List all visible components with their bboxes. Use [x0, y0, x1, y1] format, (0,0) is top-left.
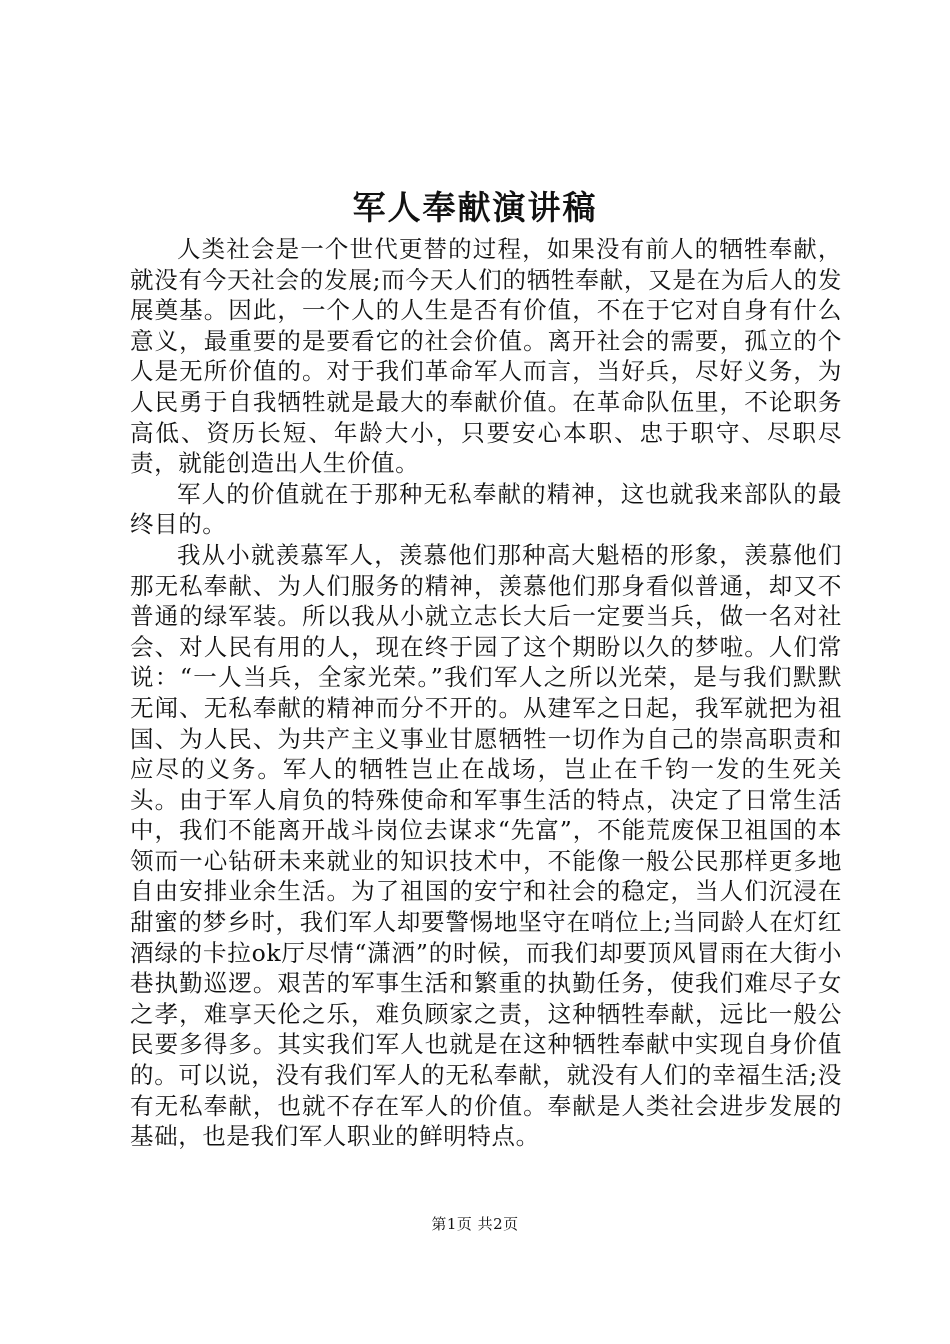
page-footer: 第1页 共2页	[431, 1215, 519, 1233]
paragraph-1: 人类社会是一个世代更替的过程，如果没有前人的牺牲奉献，就没有今天社会的发展;而今天人们的牺牲奉献，又是在为后人的发展奠基。因此，一个人的人生是否有价值，不在于它对自身有什么意义，最重要的是要看它的社会价值。离开社会的需要，孤立的个人是无所价值的。对于我们革命军人而言，当好兵，尽好义务，为人民勇于自我牺牲就是最大的奉献价值。在革命队伍里，不论职务高低、资历长短、年龄大小，只要安心本职、忠于职守、尽职尽责，就能创造出人生价值。	[130, 235, 842, 478]
document-body	[130, 234, 842, 1152]
paragraph-3: 我从小就羡慕军人，羡慕他们那种高大魁梧的形象，羡慕他们那无私奉献、为人们服务的精神，羡慕他们那身看似普通，却又不普通的绿军装。所以我从小就立志长大后一定要当兵，做一名对社会、对人民有用的人，现在终于园了这个期盼以久的梦啦。人们常说：“一人当兵，全家光荣。”我们军人之所以光荣，是与我们默默无闻、无私奉献的精神而分不开的。从建军之日起，我军就把为祖国、为人民、为共产主义事业甘愿牺牲一切作为自己的崇高职责和应尽的义务。军人的牺牲岂止在战场，岂止在千钧一发的生死关头。由于军人肩负的特殊使命和军事生活的特点，决定了日常生活中，我们不能离开战斗岗位去谋求“先富”，不能荒废保卫祖国的本领而一心钻研未来就业的知识技术中，不能像一般公民那样更多地自由安排业余生活。为了祖国的安宁和社会的稳定，当人们沉浸在甜蜜的梦乡时，我们军人却要警惕地坚守在哨位上;当同龄人在灯红酒绿的卡拉ok厅尽情“潇洒”的时候，而我们却要顶风冒雨在大街小巷执勤巡逻。艰苦的军事生活和繁重的执勤任务，使我们难尽子女之孝，难享天伦之乐，难负顾家之责，这种牺牲奉献，远比一般公民要多得多。其实我们军人也就是在这种牺牲奉献中实现自身价值的。可以说，没有我们军人的无私奉献，就没有人们的幸福生活;没有无私奉献，也就不存在军人的价值。奉献是人类社会进步发展的基础，也是我们军人职业的鲜明特点。	[130, 540, 842, 1151]
paragraph-2: 军人的价值就在于那种无私奉献的精神，这也就我来部队的最终目的。	[130, 479, 842, 539]
document-title: 军人奉献演讲稿	[352, 188, 598, 227]
